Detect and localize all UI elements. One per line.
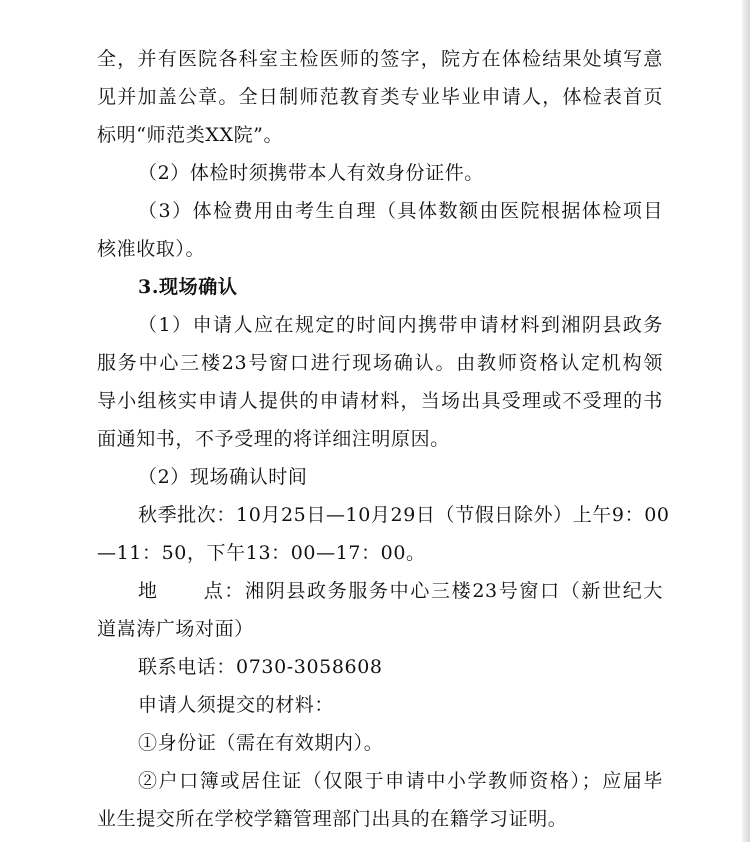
paragraph-line: 服务中心三楼23号窗口进行现场确认。由教师资格认定机构领	[97, 352, 663, 374]
location-label-rest: 点：湘阴县政务服务中心三楼23号窗口（新世纪大	[202, 580, 663, 602]
paragraph-line: （2）体检时须携带本人有效身份证件。	[138, 162, 484, 184]
document-body	[97, 40, 670, 838]
paragraph-line: 秋季批次：10月25日—10月29日（节假日除外）上午9：00	[138, 504, 670, 526]
list-item: ①身份证（需在有效期内）。	[138, 732, 384, 754]
paragraph-line: 见并加盖公章。全日制师范教育类专业毕业申请人，体检表首页	[97, 86, 663, 108]
paragraph-line: （3）体检费用由考生自理（具体数额由医院根据体检项目	[138, 200, 663, 222]
list-item: ②户口簿或居住证（仅限于申请中小学教师资格）；应届毕	[138, 770, 663, 792]
paragraph-line: 申请人须提交的材料：	[138, 694, 335, 716]
paragraph-line: 导小组核实申请人提供的申请材料，当场出具受理或不受理的书	[97, 390, 663, 412]
page-edge-shadow	[742, 0, 750, 842]
location-label-start: 地	[138, 580, 159, 602]
paragraph-line: 核准收取）。	[97, 238, 206, 260]
section-heading: 3.现场确认	[138, 276, 238, 298]
paragraph-line: 道嵩涛广场对面）	[97, 618, 254, 640]
paragraph-line: 全，并有医院各科室主检医师的签字，院方在体检结果处填写意	[97, 48, 663, 70]
contact-phone: 联系电话：0730-3058608	[138, 656, 383, 678]
paragraph-line: —11：50，下午13：00—17：00。	[97, 542, 426, 564]
location-line	[97, 572, 663, 610]
paragraph-line: 标明“师范类XX院”。	[97, 124, 284, 146]
paragraph-line: 面通知书，不予受理的将详细注明原因。	[97, 428, 450, 450]
paragraph-line: （2）现场确认时间	[138, 466, 308, 488]
paragraph-line: 业生提交所在学校学籍管理部门出具的在籍学习证明。	[97, 808, 568, 830]
paragraph-line: （1）申请人应在规定的时间内携带申请材料到湘阴县政务	[138, 314, 663, 336]
